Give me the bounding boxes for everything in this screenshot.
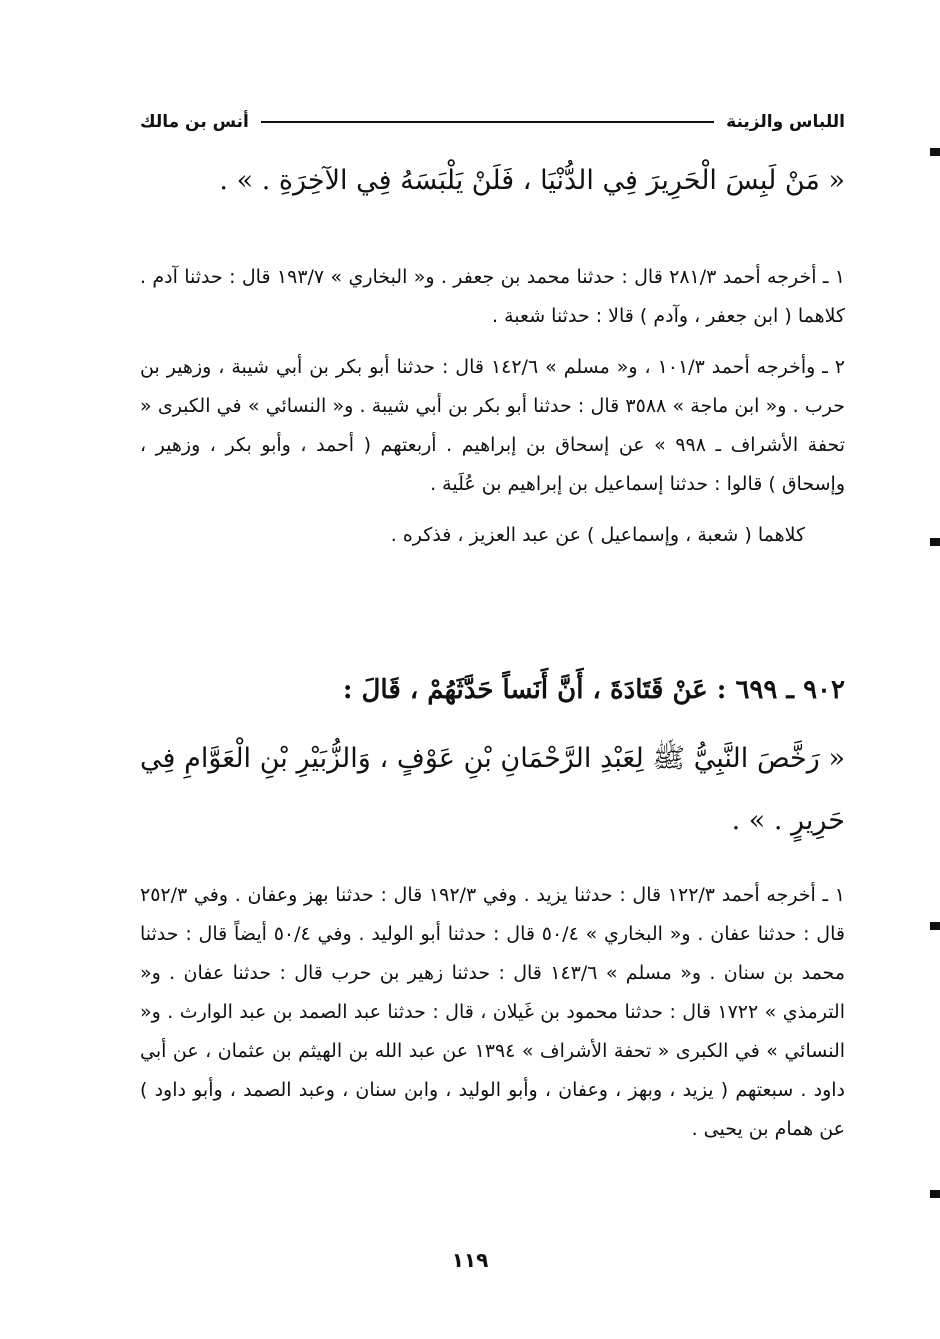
header-section-title: اللباس والزينة <box>726 112 845 132</box>
hadith-1-text: « مَنْ لَبِسَ الْحَرِيرَ فِي الدُّنْيَا ، فَلَنْ يَلْبَسَهُ فِي الآخِرَةِ . » . <box>219 165 845 196</box>
margin-mark <box>930 1190 940 1198</box>
hadith-2-text: « رَخَّصَ النَّبِيُّ ﷺ لِعَبْدِ الرَّحْمَانِ بْنِ عَوْفٍ ، وَالزُّبَيْرِ بْنِ الْعَوَّامِ فِي حَرِيرٍ . » . <box>140 743 845 836</box>
footnotes-1 <box>140 258 845 567</box>
footnotes-2 <box>140 876 845 1161</box>
footnote: ١ ـ أخرجه أحمد ١٢٢/٣ قال : حدثنا يزيد . وفي ١٩٢/٣ قال : حدثنا بهز وعفان . وفي ٢٥٢/٣ قال : حدثنا عفان . و« البخاري » ٥٠/٤ قال : حدثنا أبو الوليد . وفي ٥٠/٤ أيضاً قال : حدثنا محمد بن سنان . و« مسلم » ١٤٣/٦ قال : حدثنا زهير بن حرب قال : حدثنا عفان . و« الترمذي » ١٧٢٢ قال : حدثنا محمود بن غَيلان ، قال : حدثنا عبد الصمد بن عبد الوارث . و« النسائي » في الكبرى « تحفة الأشراف » ١٣٩٤ عن عبد الله بن الهيثم بن عثمان ، عن أبي داود . سبعتهم ( يزيد ، وبهز ، وعفان ، وأبو الوليد ، وابن سنان ، وعبد الصمد ، وأبو داود ) عن همام بن يحيى . <box>140 884 846 1140</box>
footnote-conclusion: كلاهما ( شعبة ، وإسماعيل ) عن عبد العزيز ، فذكره . <box>390 524 805 546</box>
header-rule <box>261 121 714 123</box>
margin-mark <box>930 538 940 546</box>
running-header <box>140 108 845 136</box>
footnote: ١ ـ أخرجه أحمد ٢٨١/٣ قال : حدثنا محمد بن جعفر . و« البخاري » ١٩٣/٧ قال : حدثنا آدم . كلاهما ( ابن جعفر ، وآدم ) قالا : حدثنا شعبة . <box>140 266 845 327</box>
hadith-2-heading: ٩٠٢ ـ ٦٩٩ : عَنْ قَتَادَةَ ، أَنَّ أَنَساً حَدَّثَهُمْ ، قَالَ : <box>342 675 845 705</box>
header-narrator: أنس بن مالك <box>140 112 249 132</box>
page-number: ١١٩ <box>451 1248 489 1272</box>
margin-mark <box>930 148 940 156</box>
margin-mark <box>930 922 940 930</box>
footnote: ٢ ـ وأخرجه أحمد ١٠١/٣ ، و« مسلم » ١٤٢/٦ قال : حدثنا أبو بكر بن أبي شيبة ، وزهير بن حرب . و« ابن ماجة » ٣٥٨٨ قال : حدثنا أبو بكر بن أبي شيبة . و« النسائي » في الكبرى « تحفة الأشراف ـ ٩٩٨ » عن إسحاق بن إبراهيم . أربعتهم ( أحمد ، وأبو بكر ، وزهير ، وإسحاق ) قالوا : حدثنا إسماعيل بن إبراهيم بن عُلَية . <box>140 356 845 495</box>
